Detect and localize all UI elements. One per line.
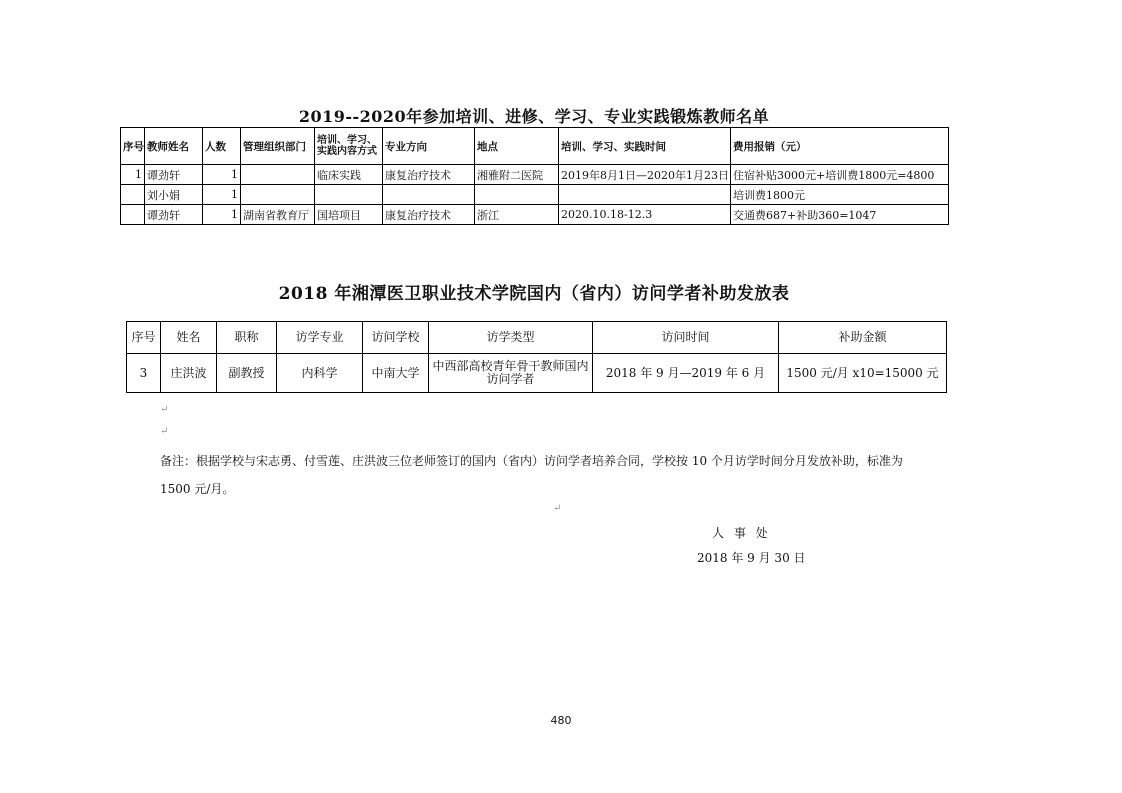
table-cell: 国培项目 <box>315 205 383 225</box>
header-cell: 访学类型 <box>429 322 593 354</box>
paragraph-mark: ↵ <box>160 426 169 437</box>
remark-note: 备注：根据学校与宋志勇、付雪莲、庄洪波三位老师签订的国内（省内）访问学者培养合同，学校按 10 个月访学时间分月发放补助，标准为 1500 元/月。 <box>160 454 903 496</box>
table-cell: 培训费1800元 <box>731 185 949 205</box>
table-cell: 湘雅附二医院 <box>475 165 559 185</box>
paragraph-mark: ↵ <box>553 503 562 514</box>
table-cell: 3 <box>127 354 161 393</box>
table-cell <box>241 165 315 185</box>
table-cell: 中西部高校青年骨干教师国内访问学者 <box>429 354 593 393</box>
table-row <box>121 185 949 205</box>
table-cell: 中南大学 <box>363 354 429 393</box>
table-cell: 1 <box>203 205 241 225</box>
header-cell: 职称 <box>217 322 277 354</box>
header-cell: 专业方向 <box>383 128 475 165</box>
table1-title: 2019--2020年参加培训、进修、学习、专业实践锻炼教师名单 <box>298 107 770 126</box>
header-cell: 培训、学习、实践时间 <box>559 128 731 165</box>
table-cell: 1 <box>203 165 241 185</box>
table-cell: 庄洪波 <box>161 354 217 393</box>
visiting-scholar-subsidy-table <box>126 321 947 393</box>
header-cell: 序号 <box>127 322 161 354</box>
table-cell: 副教授 <box>217 354 277 393</box>
table2-header-row <box>127 322 947 354</box>
table-row <box>121 165 949 185</box>
training-teacher-table <box>120 127 949 225</box>
table-cell: 2020.10.18-12.3 <box>559 205 731 225</box>
table-cell <box>315 185 383 205</box>
table-cell: 1500 元/月 x10=15000 元 <box>779 354 947 393</box>
header-cell: 访问时间 <box>593 322 779 354</box>
table-row <box>121 205 949 225</box>
table2-title: 2018 年湘潭医卫职业技术学院国内（省内）访问学者补助发放表 <box>278 284 790 304</box>
header-cell: 访问学校 <box>363 322 429 354</box>
table-cell: 湖南省教育厅 <box>241 205 315 225</box>
header-cell: 地点 <box>475 128 559 165</box>
header-cell: 补助金额 <box>779 322 947 354</box>
table-cell <box>241 185 315 205</box>
table-cell: 刘小娟 <box>145 185 203 205</box>
header-cell: 访学专业 <box>277 322 363 354</box>
table-cell: 2019年8月1日—2020年1月23日 <box>559 165 731 185</box>
header-cell: 序号 <box>121 128 145 165</box>
table-cell: 1 <box>203 185 241 205</box>
paragraph-mark: ↵ <box>160 404 169 415</box>
table-cell: 住宿补贴3000元+培训费1800元=4800 <box>731 165 949 185</box>
table-cell: 康复治疗技术 <box>383 205 475 225</box>
table-cell: 谭劲轩 <box>145 165 203 185</box>
table-cell <box>121 205 145 225</box>
table-cell <box>559 185 731 205</box>
header-cell: 培训、学习、实践内容方式 <box>315 128 383 165</box>
page-number: 480 <box>550 714 572 727</box>
table-cell: 谭劲轩 <box>145 205 203 225</box>
table-cell: 康复治疗技术 <box>383 165 475 185</box>
table-cell: 浙江 <box>475 205 559 225</box>
issuing-department: 人 事 处 <box>712 526 771 540</box>
header-cell: 人数 <box>203 128 241 165</box>
table-cell: 1 <box>121 165 145 185</box>
table-cell: 内科学 <box>277 354 363 393</box>
header-cell: 费用报销（元） <box>731 128 949 165</box>
table1-header-row <box>121 128 949 165</box>
table-cell: 2018 年 9 月—2019 年 6 月 <box>593 354 779 393</box>
table-cell <box>475 185 559 205</box>
table-cell <box>383 185 475 205</box>
table-cell: 临床实践 <box>315 165 383 185</box>
table-cell: 交通费687+补助360=1047 <box>731 205 949 225</box>
header-cell: 教师姓名 <box>145 128 203 165</box>
header-cell: 姓名 <box>161 322 217 354</box>
header-cell: 管理组织部门 <box>241 128 315 165</box>
table-cell <box>121 185 145 205</box>
table-row <box>127 354 947 393</box>
issue-date: 2018 年 9 月 30 日 <box>697 551 806 565</box>
